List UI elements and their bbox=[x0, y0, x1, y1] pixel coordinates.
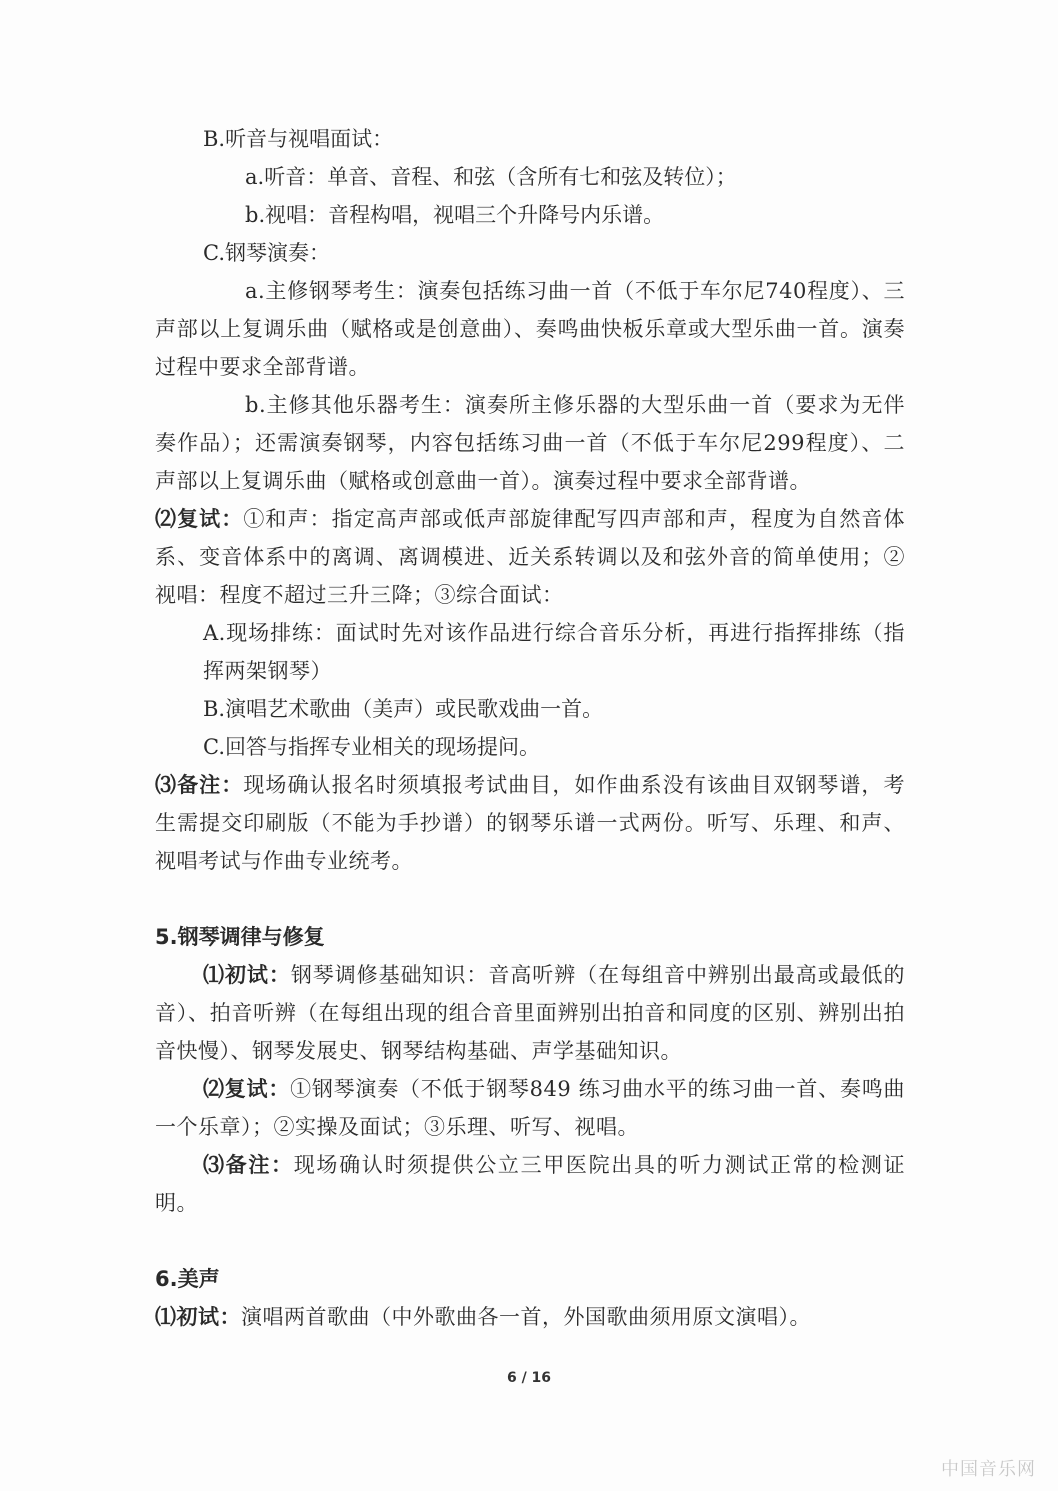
retest-label-2: ⑵复试： bbox=[203, 1077, 291, 1101]
initial-text-2: 演唱两首歌曲（中外歌曲各一首，外国歌曲须用原文演唱）。 bbox=[241, 1305, 811, 1329]
on-site-rehearsal-text: A.现场排练：面试时先对该作品进行综合音乐分析，再进行指挥排练（指挥两架钢琴） bbox=[203, 621, 905, 683]
section-5-heading: 5.钢琴调律与修复 bbox=[155, 925, 325, 949]
remarks-text: 现场确认报名时须填报考试曲目，如作曲系没有该曲目双钢琴谱，考生需提交印刷版（不能为手抄谱）的钢琴乐谱一式两份。听写、乐理、和声、视唱考试与作曲专业统考。 bbox=[155, 773, 906, 873]
piano-major-paragraph: a.主修钢琴考生：演奏包括练习曲一首（不低于车尔尼740程度）、三声部以上复调乐曲（赋格或是创意曲）、奏鸣曲快板乐章或大型乐曲一首。演奏过程中要求全部背谱。 bbox=[155, 279, 905, 379]
initial-label-2: ⑴初试： bbox=[155, 1305, 241, 1329]
retest-text: ①和声：指定高声部或低声部旋律配写四声部和声，程度为自然音体系、变音体系中的离调、离调模进、近关系转调以及和弦外音的简单使用；②视唱：程度不超过三升三降；③综合面试： bbox=[155, 507, 906, 607]
spacer bbox=[155, 880, 905, 918]
piano-tuning-retest-paragraph bbox=[155, 1070, 905, 1146]
other-instrument-paragraph: b.主修其他乐器考生：演奏所主修乐器的大型乐曲一首（要求为无伴奏作品）；还需演奏钢琴，内容包括练习曲一首（不低于车尔尼299程度）、二声部以上复调乐曲（赋格或创意曲一首）。演奏过程中要求全部背谱。 bbox=[155, 393, 905, 493]
listening-item-b: b.视唱：音程构唱，视唱三个升降号内乐谱。 bbox=[245, 203, 665, 227]
retest-paragraph bbox=[155, 500, 905, 614]
retest-label: ⑵复试： bbox=[155, 507, 244, 531]
page-number: 6 / 16 bbox=[506, 1370, 552, 1386]
bel-canto-initial-paragraph bbox=[155, 1298, 905, 1336]
piano-tuning-remarks-paragraph bbox=[155, 1146, 905, 1222]
remarks-label-2: ⑶备注： bbox=[203, 1153, 294, 1177]
sing-art-song-line: B.演唱艺术歌曲（美声）或民歌戏曲一首。 bbox=[203, 697, 604, 721]
site-watermark: 中国音乐网 bbox=[941, 1459, 1036, 1480]
on-site-rehearsal-paragraph bbox=[155, 614, 905, 690]
section-c-piano-title: C.钢琴演奏： bbox=[203, 241, 330, 265]
page-content bbox=[155, 120, 905, 1336]
listening-item-a: a.听音：单音、音程、和弦（含所有七和弦及转位）； bbox=[245, 165, 737, 189]
section-b-listening-title: B.听音与视唱面试： bbox=[203, 127, 394, 151]
piano-tuning-initial-paragraph bbox=[155, 956, 905, 1070]
section-6-heading: 6.美声 bbox=[155, 1267, 220, 1291]
remarks-text-2: 现场确认时须提供公立三甲医院出具的听力测试正常的检测证明。 bbox=[155, 1153, 905, 1215]
initial-label: ⑴初试： bbox=[203, 963, 291, 987]
retest-text-2: ①钢琴演奏（不低于钢琴849 练习曲水平的练习曲一首、奏鸣曲一个乐章）；②实操及面试；③乐理、听写、视唱。 bbox=[155, 1077, 906, 1139]
spacer-2 bbox=[155, 1222, 905, 1260]
answer-questions-line: C.回答与指挥专业相关的现场提问。 bbox=[203, 735, 540, 759]
initial-text: 钢琴调修基础知识：音高听辨（在每组音中辨别出最高或最低的音）、拍音听辨（在每组出现的组合音里面辨别出拍音和同度的区别、辨别出拍音快慢）、钢琴发展史、钢琴结构基础、声学基础知识。 bbox=[155, 963, 906, 1063]
remarks-label: ⑶备注： bbox=[155, 773, 244, 797]
remarks-paragraph bbox=[155, 766, 905, 880]
